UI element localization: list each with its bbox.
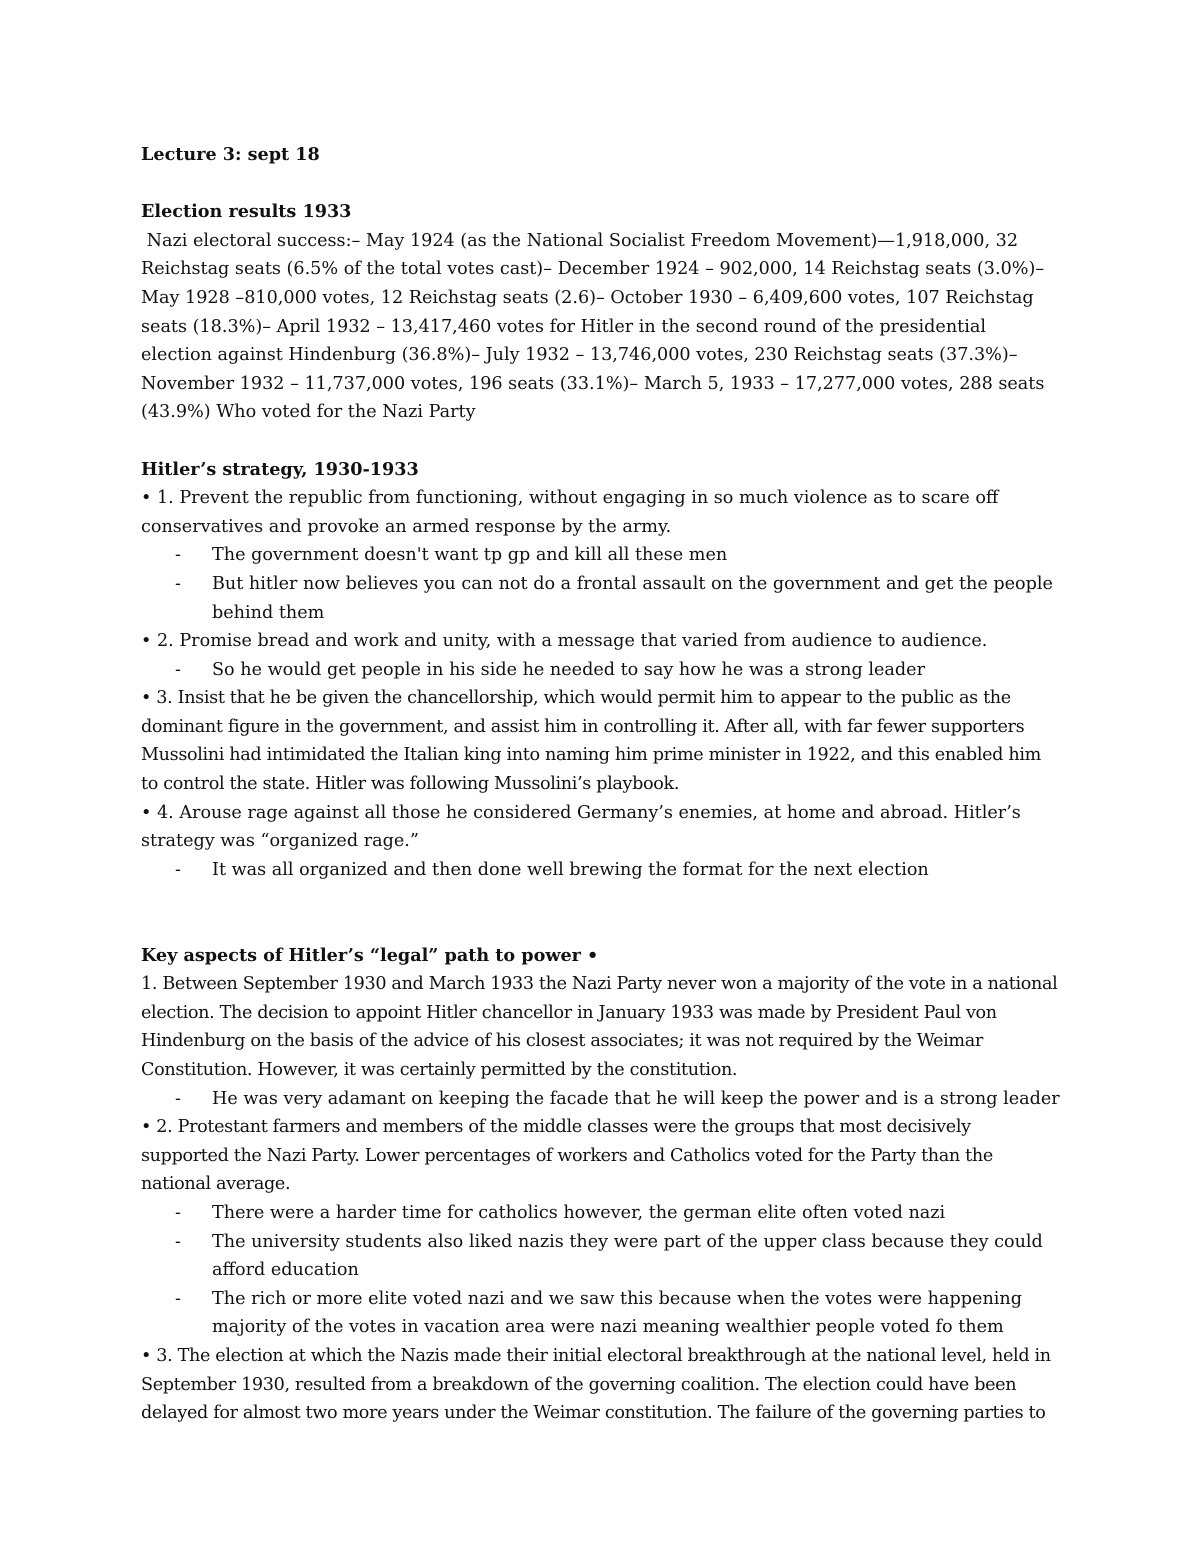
strategy-heading: Hitler’s strategy, 1930-1933 <box>141 458 419 480</box>
strategy-point-3: • 3. Insist that he be given the chancellorship, which would permit him to appear to the public as the dominant figure in the government, and assist him in controlling it. After all, with far fewer supporters Mussolini had intimidated the Italian king into naming him prime minister in 1922, and this enabled him to control the state. Hitler was following Mussolini’s playbook. <box>141 688 1041 795</box>
spacer <box>141 884 1061 941</box>
note-item: - The university students also liked nazis they were part of the upper class because they could afford education <box>141 1228 1061 1285</box>
spacer <box>141 427 1061 456</box>
legal-point-1-notes <box>141 1085 1061 1114</box>
legal-heading: Key aspects of Hitler’s “legal” path to power • <box>141 944 599 966</box>
strategy-point-1: • 1. Prevent the republic from functioning, without engaging in so much violence as to scare off conservatives and provoke an armed response by the army. <box>141 488 999 537</box>
strategy-point-4-notes <box>141 856 1061 885</box>
note-item: - He was very adamant on keeping the facade that he will keep the power and is a strong leader <box>141 1085 1061 1114</box>
legal-point-2-notes <box>141 1199 1061 1342</box>
strategy-point-2-notes <box>141 656 1061 685</box>
election-heading: Election results 1933 <box>141 201 352 223</box>
spacer <box>141 170 1061 199</box>
note-item: - The government doesn't want tp gp and kill all these men <box>141 541 1061 570</box>
legal-point-1: 1. Between September 1930 and March 1933 the Nazi Party never won a majority of the vote in a national election. The decision to appoint Hitler chancellor in January 1933 was made by President Paul von Hindenburg on the basis of the advice of his closest associates; it was not required by the Weimar Constitution. However, it was certainly permitted by the constitution. <box>141 974 1058 1080</box>
note-item: - But hitler now believes you can not do a frontal assault on the government and get the people behind them <box>141 570 1061 627</box>
document-page <box>141 141 1061 1428</box>
legal-point-3: • 3. The election at which the Nazis made their initial electoral breakthrough at the national level, held in September 1930, resulted from a breakdown of the governing coalition. The election could have been delayed for almost two more years under the Weimar constitution. The failure of the governing parties to <box>141 1345 1051 1424</box>
strategy-point-4: • 4. Arouse rage against all those he considered Germany’s enemies, at home and abroad. Hitler’s strategy was “organized rage.” <box>141 802 1021 852</box>
lecture-title: Lecture 3: sept 18 <box>141 144 320 165</box>
note-item: - There were a harder time for catholics however, the german elite often voted nazi <box>141 1199 1061 1228</box>
strategy-point-1-notes <box>141 541 1061 627</box>
election-paragraph: Nazi electoral success:– May 1924 (as the National Socialist Freedom Movement)—1,918,000, 32 Reichstag seats (6.5% of the total votes cast)– December 1924 – 902,000, 14 Reichstag seats (3.0%)– May 1928 –810,000 votes, 12 Reichstag seats (2.6)– October 1930 – 6,409,600 votes, 107 Reichstag seats (18.3%)– April 1932 – 13,417,460 votes for Hitler in the second round of the presidential election against Hindenburg (36.8%)– July 1932 – 13,746,000 votes, 230 Reichstag seats (37.3%)– November 1932 – 11,737,000 votes, 196 seats (33.1%)– March 5, 1933 – 17,277,000 votes, 288 seats (43.9%) Who voted for the Nazi Party <box>141 230 1050 423</box>
note-item: - The rich or more elite voted nazi and we saw this because when the votes were happening majority of the votes in vacation area were nazi meaning wealthier people voted fo them <box>141 1285 1061 1342</box>
legal-point-2: • 2. Protestant farmers and members of the middle classes were the groups that most decisively supported the Nazi Party. Lower percentages of workers and Catholics voted for the Party than the national average. <box>141 1117 993 1195</box>
note-item: - So he would get people in his side he needed to say how he was a strong leader <box>141 656 1061 685</box>
note-item: - It was all organized and then done well brewing the format for the next election <box>141 856 1061 885</box>
strategy-point-2: • 2. Promise bread and work and unity, with a message that varied from audience to audience. <box>141 631 988 652</box>
